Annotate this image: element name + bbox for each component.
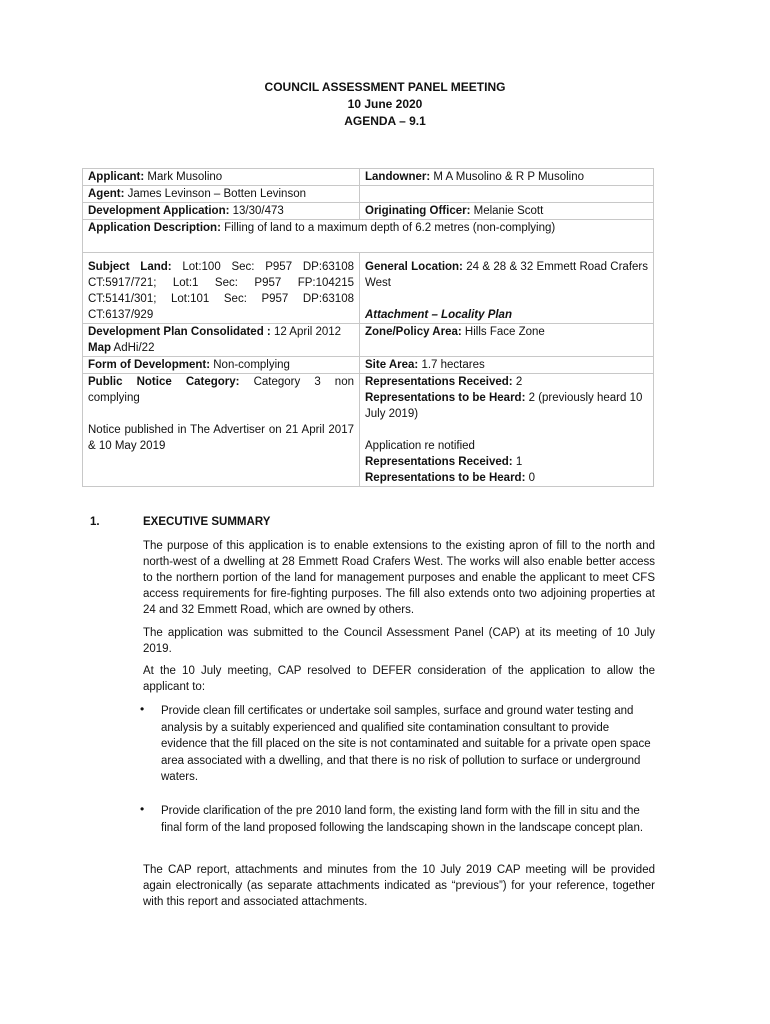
app-desc-value: Filling of land to a maximum depth of 6.2 metres (non-complying) <box>220 222 556 234</box>
summary-paragraph-2: The application was submitted to the Council Assessment Panel (CAP) at its meeting of 10 July 2019. <box>143 627 655 655</box>
agent-label: Agent: <box>88 188 125 200</box>
subject-land-cell <box>83 253 360 324</box>
dev-app-cell <box>83 203 360 220</box>
meeting-date: 10 June 2020 <box>347 97 423 111</box>
bullet-icon: • <box>140 702 145 716</box>
public-notice-cell <box>83 374 360 487</box>
form-label: Form of Development: <box>88 359 211 371</box>
bullet-item-2: Provide clarification of the pre 2010 land form, the existing land form with the fill in situ and the final form of the land proposed following the landscaping shown in the landscape concept plan. <box>161 805 644 834</box>
dev-plan-label: Development Plan Consolidated : <box>88 326 271 338</box>
app-desc-label: Application Description: <box>88 222 221 234</box>
reps-received2-label: Representations Received: <box>365 456 513 468</box>
map-label: Map <box>88 342 111 354</box>
table-row <box>83 220 654 253</box>
reps-heard2-value: 0 <box>525 472 535 484</box>
subject-land-value: Lot:100 Sec: P957 DP:63108 CT:5917/721; Lot:1 Sec: P957 FP:104215 CT:5141/301; Lot:101 Sec: P957 DP:63108 CT:6137/929 <box>88 261 354 321</box>
applicant-label: Applicant: <box>88 171 145 183</box>
dev-app-value: 13/30/473 <box>229 205 284 217</box>
reps-received-label: Representations Received: <box>365 376 513 388</box>
zone-label: Zone/Policy Area: <box>365 326 462 338</box>
bullet-icon: • <box>140 802 145 816</box>
form-cell <box>83 357 360 374</box>
reps-received2-value: 1 <box>512 456 523 468</box>
zone-cell <box>360 324 654 357</box>
landowner-value: M A Musolino & R P Musolino <box>430 171 585 183</box>
zone-value: Hills Face Zone <box>461 326 545 338</box>
attachment-link-text: Attachment – Locality Plan <box>365 309 512 321</box>
site-area-cell <box>360 357 654 374</box>
summary-paragraph-1: The purpose of this application is to enable extensions to the existing apron of fill to the north and north-west of a dwelling at 28 Emmett Road Crafers West. The works will also enable better access to the northern portion of the land for management purposes and enable the applicant to meet CFS access requirements for fire-fighting purposes. The fill also extends onto two adjoining properties at 24 and 32 Emmett Road, which are owned by others. <box>143 540 655 616</box>
officer-value: Melanie Scott <box>470 205 544 217</box>
agent-value: James Levinson – Botten Levinson <box>124 188 306 200</box>
summary-paragraph-3: At the 10 July meeting, CAP resolved to DEFER consideration of the application to allow the applicant to: <box>143 665 655 693</box>
table-row <box>83 169 654 186</box>
agenda-item: AGENDA – 9.1 <box>344 114 426 128</box>
map-value: AdHi/22 <box>111 342 155 354</box>
table-row <box>83 374 654 487</box>
applicant-value: Mark Musolino <box>144 171 223 183</box>
location-cell <box>360 253 654 324</box>
subject-land-label: Subject Land: <box>88 261 172 273</box>
officer-cell <box>360 203 654 220</box>
section-title: EXECUTIVE SUMMARY <box>143 516 271 528</box>
dev-app-label: Development Application: <box>88 205 230 217</box>
meeting-title: COUNCIL ASSESSMENT PANEL MEETING <box>264 80 506 94</box>
officer-label: Originating Officer: <box>365 205 471 217</box>
notice-published-text: Notice published in The Advertiser on 21 April 2017 & 10 May 2019 <box>88 424 354 452</box>
table-row <box>83 324 654 357</box>
reps-heard-value: 2 (previously heard 10 July 2019) <box>365 392 643 420</box>
reps-received-value: 2 <box>512 376 523 388</box>
dev-plan-value: 12 April 2012 <box>270 326 342 338</box>
table-row <box>83 357 654 374</box>
renotified-text: Application re notified <box>365 440 475 452</box>
public-notice-value: Category 3 non complying <box>88 376 354 404</box>
landowner-label: Landowner: <box>365 171 431 183</box>
empty-cell <box>360 186 654 203</box>
summary-paragraph-4: The CAP report, attachments and minutes from the 10 July 2019 CAP meeting will be provided again electronically (as separate attachments indicated as “previous”) for your reference, together with this report and associated attachments. <box>143 864 655 908</box>
reps-heard2-label: Representations to be Heard: <box>365 472 526 484</box>
agent-cell <box>83 186 360 203</box>
general-location-value: 24 & 28 & 32 Emmett Road Crafers West <box>365 261 648 289</box>
table-row <box>83 203 654 220</box>
representations-cell <box>360 374 654 487</box>
dev-plan-cell <box>83 324 360 357</box>
bullet-item-1: Provide clean fill certificates or undertake soil samples, surface and ground water testing and analysis by a suitably experienced and qualified site contamination consultant to provide evidence that the fill placed on the site is not contaminated and suitable for a private open space area associated with a dwelling, and that there is no risk of pollution to surface or underground waters. <box>161 705 651 783</box>
app-desc-cell <box>83 220 654 253</box>
landowner-cell <box>360 169 654 186</box>
application-details-table <box>82 168 654 487</box>
site-area-value: 1.7 hectares <box>418 359 485 371</box>
form-value: Non-complying <box>210 359 290 371</box>
applicant-cell <box>83 169 360 186</box>
table-row <box>83 253 654 324</box>
table-row <box>83 186 654 203</box>
site-area-label: Site Area: <box>365 359 419 371</box>
section-number: 1. <box>90 516 100 528</box>
general-location-label: General Location: <box>365 261 463 273</box>
public-notice-label: Public Notice Category: <box>88 376 240 388</box>
reps-heard-label: Representations to be Heard: <box>365 392 526 404</box>
